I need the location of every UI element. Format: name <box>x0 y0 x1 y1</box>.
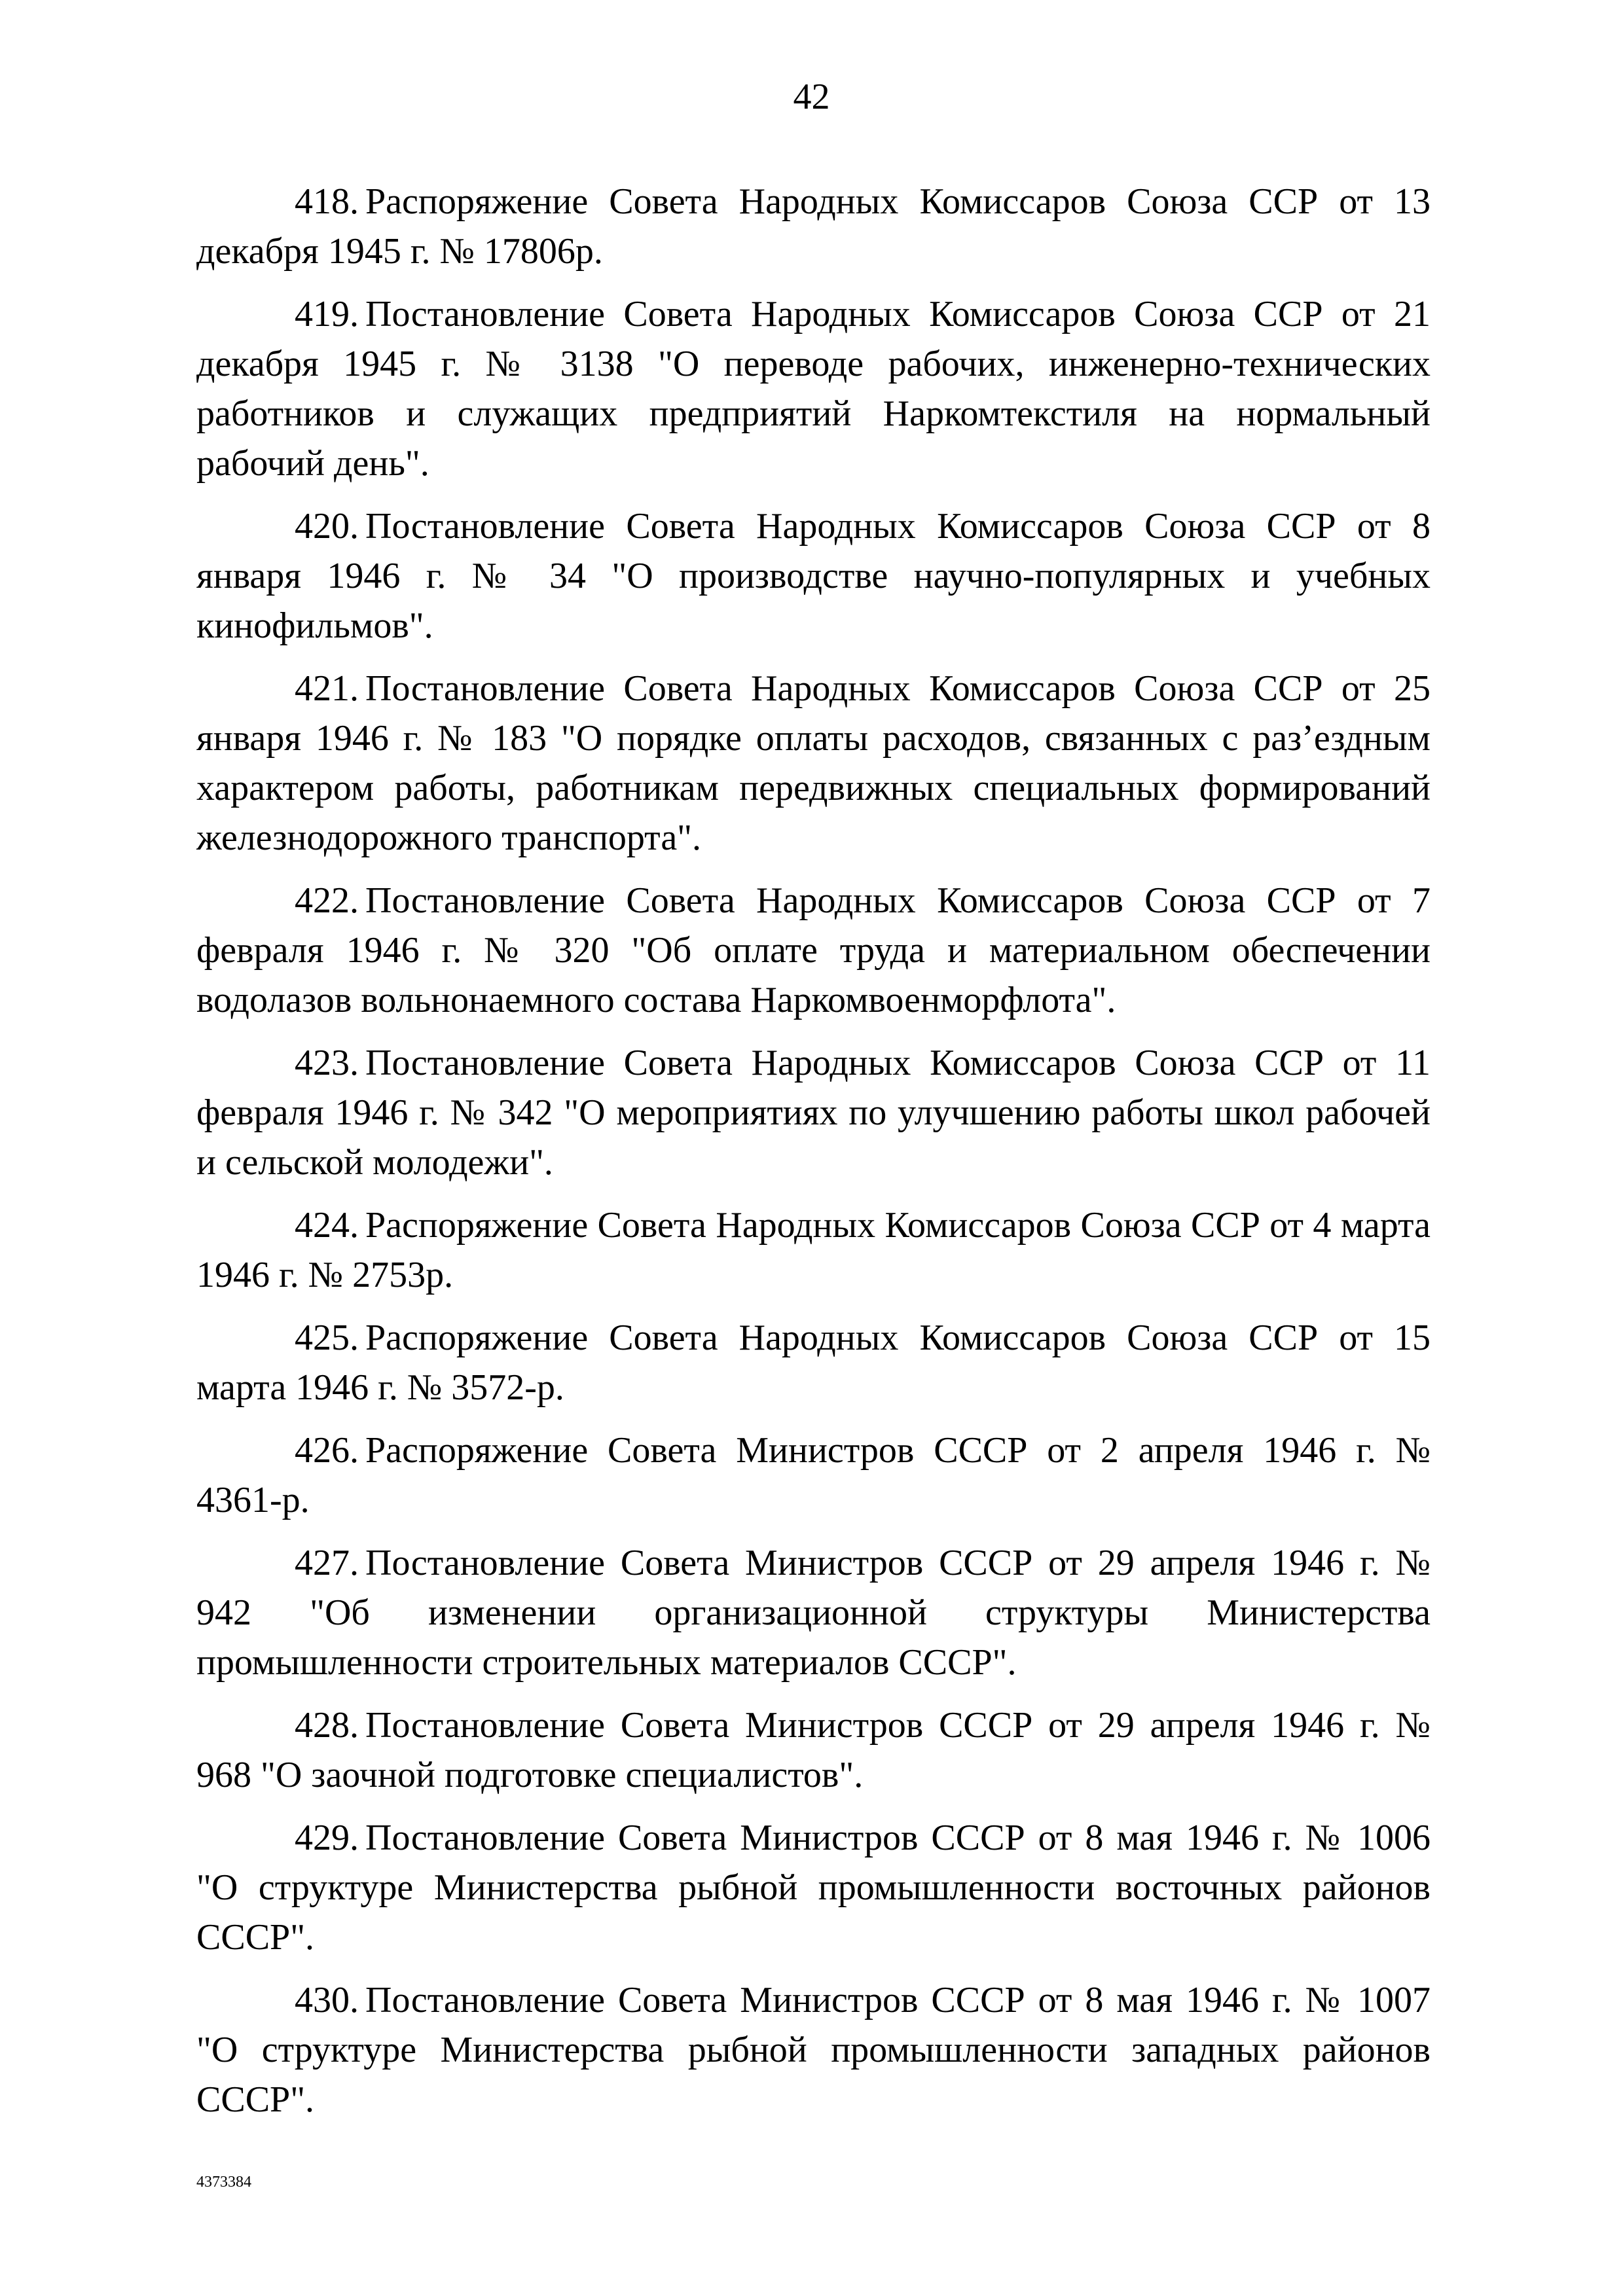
entry-text: Распоряжение Совета Министров СССР от 2 апреля 1946 г. № 4361-р. <box>196 1430 1431 1520</box>
list-item-426 <box>196 1426 1431 1525</box>
entry-number: 421. <box>295 668 359 709</box>
entry-number: 419. <box>295 294 359 334</box>
page-number: 42 <box>793 77 830 117</box>
list-item-424 <box>196 1200 1431 1300</box>
entry-text: Постановление Совета Министров СССР от 8 мая 1946 г. № 1006 "О структуре Министерства рыбной промышленности восточных районов СССР". <box>196 1818 1431 1958</box>
entry-number: 430. <box>295 1980 359 2020</box>
entry-text: Распоряжение Совета Народных Комиссаров Союза ССР от 15 марта 1946 г. № 3572-р. <box>196 1318 1431 1408</box>
entry-number: 427. <box>295 1543 359 1583</box>
entry-text: Постановление Совета Народных Комиссаров Союза ССР от 7 февраля 1946 г. № 320 "Об оплате труда и материальном обеспечении водолазов вольнонаемного состава Наркомвоенморфлота". <box>196 880 1431 1020</box>
list-item-419 <box>196 289 1431 488</box>
entry-text: Постановление Совета Министров СССР от 29 апреля 1946 г. № 968 "О заочной подготовке специалистов". <box>196 1705 1431 1795</box>
entry-text: Постановление Совета Министров СССР от 29 апреля 1946 г. № 942 "Об изменении организационной структуры Министерства промышленности строительных материалов СССР". <box>196 1543 1431 1683</box>
list-item-420 <box>196 501 1431 651</box>
entry-number: 426. <box>295 1430 359 1471</box>
list-item-429 <box>196 1813 1431 1962</box>
entry-list <box>196 177 1431 2138</box>
entry-number: 423. <box>295 1043 359 1083</box>
list-item-422 <box>196 876 1431 1025</box>
list-item-418 <box>196 177 1431 276</box>
list-item-421 <box>196 664 1431 863</box>
entry-text: Распоряжение Совета Народных Комиссаров Союза ССР от 13 декабря 1945 г. № 17806р. <box>196 181 1431 272</box>
entry-number: 424. <box>295 1205 359 1246</box>
list-item-427 <box>196 1538 1431 1687</box>
entry-number: 418. <box>295 181 359 222</box>
entry-number: 425. <box>295 1318 359 1358</box>
list-item-430 <box>196 1975 1431 2125</box>
entry-text: Постановление Совета Народных Комиссаров Союза ССР от 8 января 1946 г. № 34 "О производстве научно-популярных и учебных кинофильмов". <box>196 506 1431 646</box>
entry-text: Постановление Совета Народных Комиссаров Союза ССР от 21 декабря 1945 г. № 3138 "О переводе рабочих, инженерно-технических работников и служащих предприятий Наркомтекстиля на нормальный рабочий день". <box>196 294 1431 484</box>
entry-text: Постановление Совета Министров СССР от 8 мая 1946 г. № 1007 "О структуре Министерства рыбной промышленности западных районов СССР". <box>196 1980 1431 2120</box>
list-item-425 <box>196 1313 1431 1412</box>
entry-text: Постановление Совета Народных Комиссаров Союза ССР от 25 января 1946 г. № 183 "О порядке оплаты расходов, связанных с раз’ездным характером работы, работникам передвижных специальных формирований железнодорожного транспорта". <box>196 668 1431 858</box>
entry-text: Распоряжение Совета Народных Комиссаров Союза ССР от 4 марта 1946 г. № 2753р. <box>196 1205 1431 1295</box>
entry-number: 422. <box>295 880 359 921</box>
entry-number: 428. <box>295 1705 359 1746</box>
document-code: 4373384 <box>196 2174 251 2191</box>
list-item-428 <box>196 1700 1431 1800</box>
entry-text: Постановление Совета Народных Комиссаров Союза ССР от 11 февраля 1946 г. № 342 "О мероприятиях по улучшению работы школ рабочей и сельской молодежи". <box>196 1043 1431 1183</box>
entry-number: 429. <box>295 1818 359 1858</box>
entry-number: 420. <box>295 506 359 547</box>
list-item-423 <box>196 1038 1431 1187</box>
